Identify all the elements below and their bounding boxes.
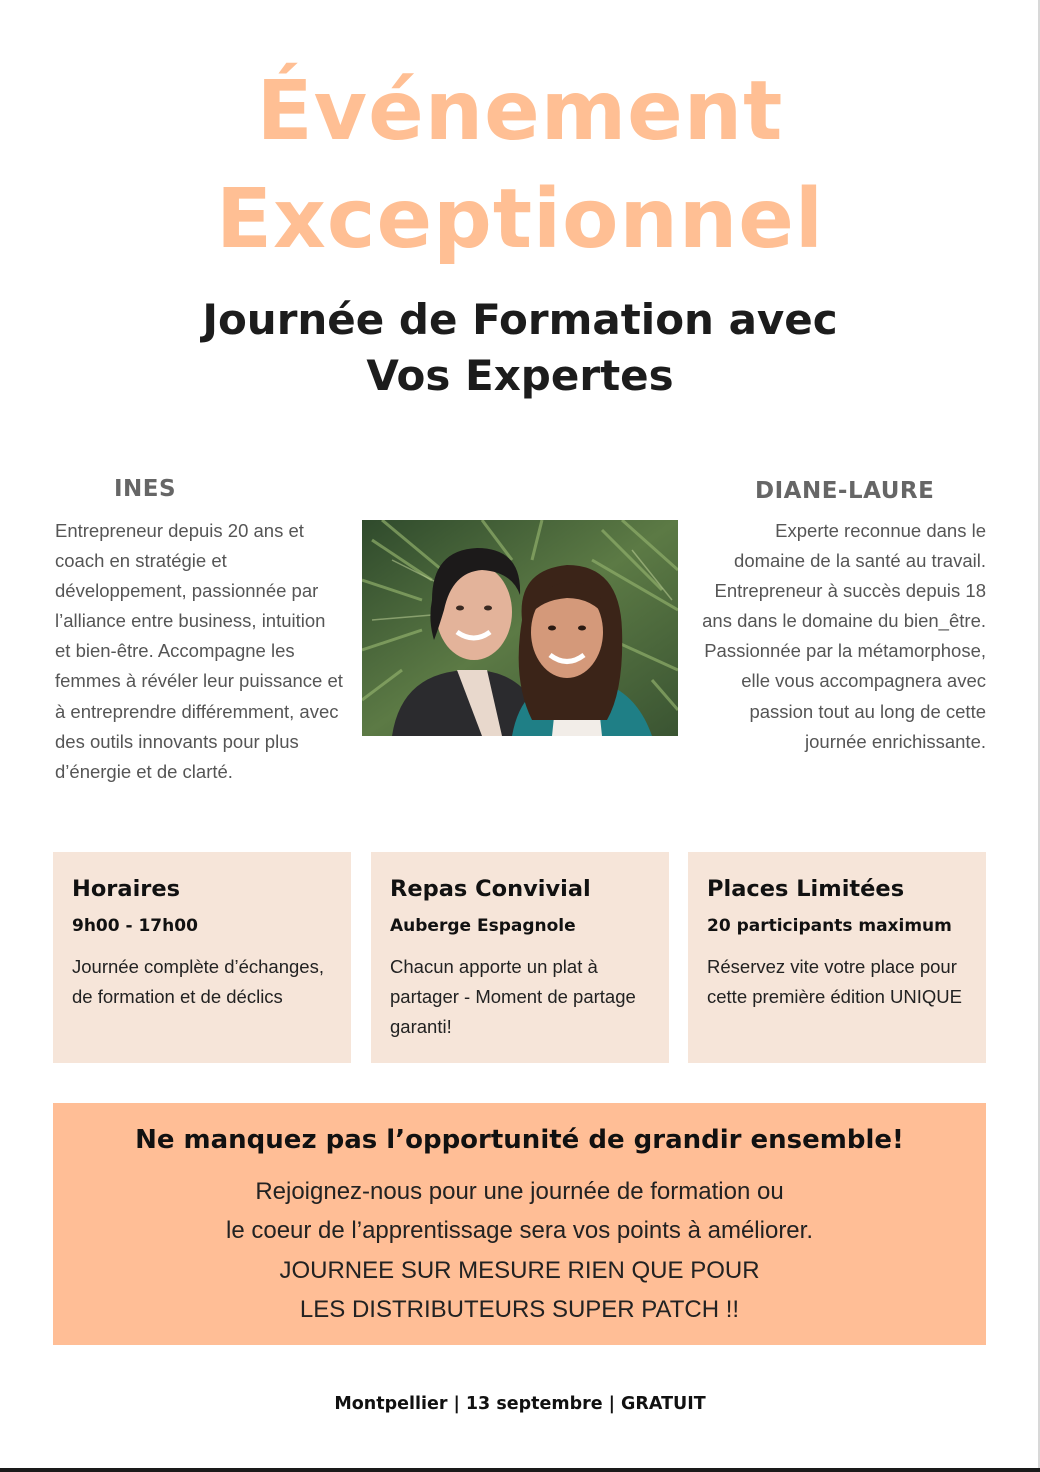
cta-line: le coeur de l’apprentissage sera vos points à améliorer. [226,1217,813,1245]
card-text: Journée complète d’échanges, de formation et de déclics [72,956,324,1008]
expert-bio-diane-laure: Experte reconnue dans le domaine de la santé au travail. Entrepreneur à succès depuis 18 ans dans le domaine du bien_être. Passionnée par la métamorphose, elle vous accompagnera avec passion tout au long de cette journée enrichissante. [702,520,986,752]
card-subtitle: 9h00 - 17h00 [72,916,198,936]
card-text: Réservez vite votre place pour cette première édition UNIQUE [707,956,962,1008]
footer-city: Montpellier [334,1394,448,1414]
cta-title: Ne manquez pas l’opportunité de grandir ensemble! [135,1125,904,1155]
expert-bio-ines: Entrepreneur depuis 20 ans et coach en stratégie et développement, passionnée par l’alliance entre business, intuition et bien-être. Accompagne les femmes à révéler leur puissance et à entreprendre différemment, avec des outils innovants pour plus d’énergie et de clarté. [55,520,343,782]
card-subtitle: 20 participants maximum [707,916,952,936]
cta-line: Rejoignez-nous pour une journée de formation ou [255,1178,784,1205]
cta-line: JOURNEE SUR MESURE RIEN QUE POUR [279,1256,760,1284]
cta-line: LES DISTRIBUTEURS SUPER PATCH !! [299,1295,740,1323]
subtitle [0,292,1040,404]
footer-date: 13 septembre [465,1394,603,1414]
main-title-line-1: Événement [256,64,784,159]
footer-info [0,1394,1040,1414]
page-border-bottom [0,1468,1040,1472]
expert-name-diane-laure: DIANE-LAURE [755,478,935,504]
call-to-action-box [53,1103,986,1345]
expert-name-ines: INES [114,476,177,502]
main-title [0,58,1040,274]
experts-photo [362,520,678,736]
cta-text [53,1172,986,1329]
card-text: Chacun apporte un plat à partager - Moment de partage garanti! [390,956,636,1038]
main-title-line-2: Exceptionnel [216,172,824,267]
subtitle-line-2: Vos Expertes [366,351,674,400]
card-title: Horaires [72,876,181,902]
card-subtitle: Auberge Espagnole [390,916,576,936]
info-card-places [688,852,986,1063]
footer-price: GRATUIT [621,1394,706,1414]
card-title: Places Limitées [707,876,905,902]
footer-separator: | [453,1394,460,1414]
info-card-horaires [53,852,351,1063]
info-card-repas [371,852,669,1063]
card-title: Repas Convivial [390,876,591,902]
footer-separator: | [608,1394,616,1414]
subtitle-line-1: Journée de Formation avec [202,295,838,344]
